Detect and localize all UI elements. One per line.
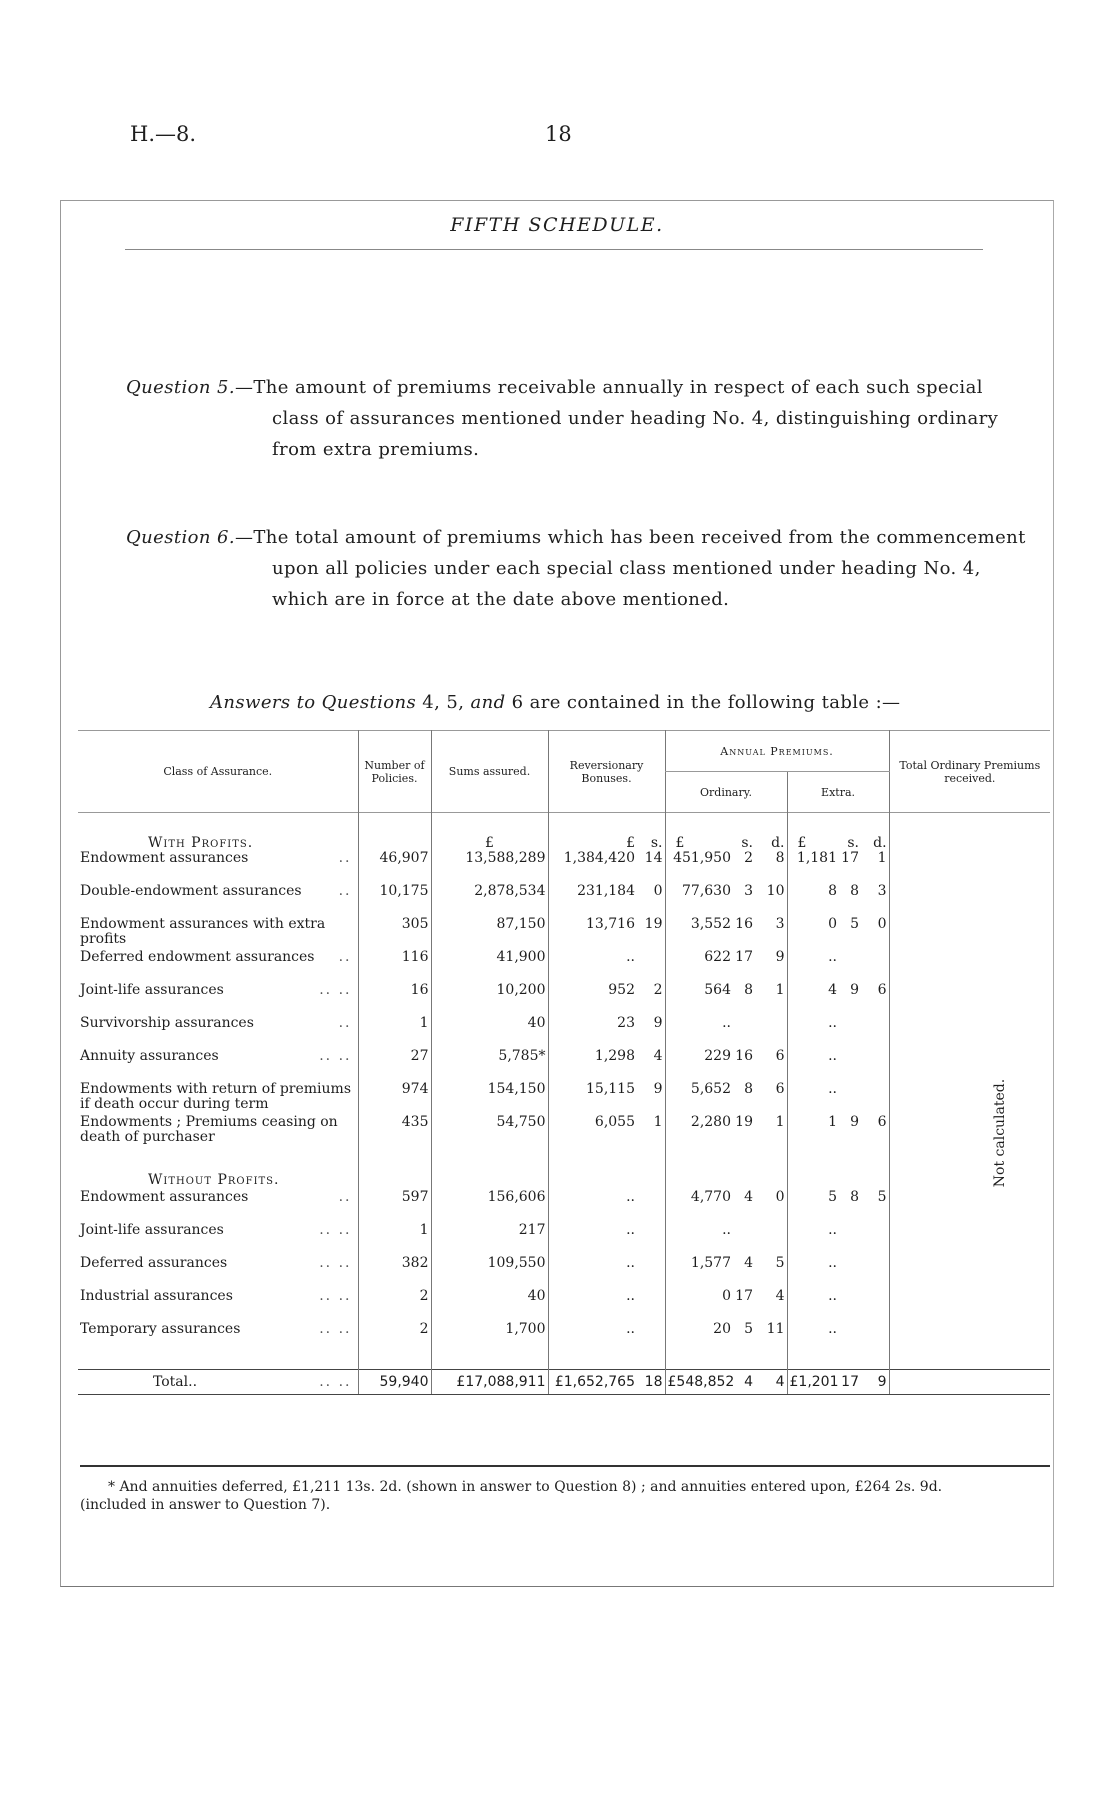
cell-od: [755, 1016, 787, 1049]
cell-es: 5: [850, 916, 859, 932]
class-label: Temporary assurances: [80, 1321, 241, 1337]
cell-sums: £17,088,911: [431, 1370, 548, 1395]
header-policies: Number of Policies.: [358, 731, 431, 813]
cell-od: 10: [766, 883, 785, 899]
cell-el: ..: [787, 1016, 839, 1049]
cell-od: 4: [775, 1288, 785, 1304]
cell-ed: 3: [877, 883, 887, 899]
class-label: Endowment assurances with extra profits: [80, 916, 326, 947]
question-text: The amount of premiums receivable annually in respect of each such special: [253, 377, 983, 398]
cell-os: 17: [735, 1288, 753, 1304]
table-row: [78, 983, 1050, 1016]
header-bonuses: Reversionary Bonuses.: [548, 731, 665, 813]
cell-os: 8: [744, 1081, 753, 1097]
cell-pol: 46,907: [358, 851, 431, 884]
cell-ol: £548,852: [665, 1370, 733, 1395]
cell-pol: 305: [358, 917, 431, 950]
cell-sums: 109,550: [431, 1256, 548, 1289]
cell-bl: £1,652,765: [548, 1370, 637, 1395]
cell-el: 8: [787, 884, 839, 917]
cell-pol: 2: [358, 1289, 431, 1322]
cell-pol: 597: [358, 1190, 431, 1223]
cell-ol: 2,280: [665, 1115, 733, 1148]
cell-ed: 6: [877, 982, 887, 998]
leader-dots: ..: [338, 1189, 352, 1205]
class-label: Endowment assurances: [80, 850, 249, 866]
cell-es: 9: [850, 982, 859, 998]
cell-bs: 18: [637, 1370, 665, 1395]
cell-od: 4: [755, 1370, 787, 1395]
cell-bl: 15,115: [548, 1082, 637, 1115]
cell-ol: 0: [665, 1289, 733, 1322]
cell-es: 8: [850, 1189, 859, 1205]
cell-bs: [637, 950, 665, 983]
cell-ed: [861, 1256, 889, 1289]
cell-pol: 16: [358, 983, 431, 1016]
class-label: Endowment assurances: [80, 1189, 249, 1205]
not-calculated-note: Not calculated.: [992, 1078, 1008, 1188]
cell-bs: 4: [653, 1048, 663, 1064]
cell-os: 16: [735, 916, 753, 932]
header-extra: Extra.: [787, 772, 889, 813]
cell-bs: [637, 1223, 665, 1256]
cell-os: 19: [735, 1114, 753, 1130]
cell-pol: 10,175: [358, 884, 431, 917]
section-row: [78, 1148, 1050, 1190]
cell-pol: 59,940: [358, 1370, 431, 1395]
cell-es: 17: [839, 1370, 861, 1395]
cell-ol: 4,770: [665, 1190, 733, 1223]
cell-bl: 13,716: [548, 917, 637, 950]
cell-el: 5: [787, 1190, 839, 1223]
table-row: [78, 1256, 1050, 1289]
table-row: [78, 950, 1050, 983]
question-text-line: class of assurances mentioned under heading No. 4, distinguishing ordinary: [272, 408, 999, 429]
cell-od: 11: [766, 1321, 785, 1337]
class-label: Endowments with return of premiums if death occur during term: [80, 1081, 352, 1112]
cell-od: 1: [775, 982, 785, 998]
cell-os: 8: [744, 982, 753, 998]
class-label: Industrial assurances: [80, 1288, 233, 1304]
cell-od: [755, 1223, 787, 1256]
leader-dots: ..: [338, 850, 352, 866]
cell-os: 3: [744, 883, 753, 899]
question-label: Question 6.: [126, 527, 235, 548]
question-text-line: from extra premiums.: [272, 439, 480, 460]
cell-bl: 23: [548, 1016, 637, 1049]
header-sums: Sums assured.: [431, 731, 548, 813]
class-label: Annuity assurances: [80, 1048, 219, 1064]
cell-os: 4: [744, 1189, 753, 1205]
cell-ol: 1,577: [665, 1256, 733, 1289]
cell-sums: 156,606: [431, 1190, 548, 1223]
leader-dots: .. ..: [319, 1222, 352, 1238]
leader-dots: .. ..: [319, 1255, 352, 1271]
cell-ol: ..: [665, 1016, 733, 1049]
cell-es: [839, 1256, 861, 1289]
leader-dots: ..: [338, 1015, 352, 1031]
cell-es: [839, 1082, 861, 1115]
cell-ol: 564: [665, 983, 733, 1016]
class-label: Deferred endowment assurances: [80, 949, 315, 965]
cell-el: ..: [787, 950, 839, 983]
cell-es: 8: [850, 883, 859, 899]
answers-intro: Answers to Questions 4, 5, and 6 are contained in the following table :—: [210, 692, 901, 713]
cell-pol: 2: [358, 1322, 431, 1355]
question-6: Question 6.—The total amount of premiums which has been received from the commencement upon all policies under each special class mentioned under heading No. 4, which are in force at the date above mentioned.: [126, 522, 1026, 615]
header-total-ordinary: Total Ordinary Premiums received.: [889, 731, 1050, 813]
cell-os: 5: [744, 1321, 753, 1337]
cell-ed: 6: [877, 1114, 887, 1130]
class-label: Total..: [153, 1373, 198, 1390]
question-text: The total amount of premiums which has been received from the commencement: [253, 527, 1026, 548]
cell-ed: 9: [861, 1370, 889, 1395]
cell-bs: [637, 1322, 665, 1355]
cell-ed: [861, 1016, 889, 1049]
header-annual-premiums: Annual Premiums.: [665, 731, 889, 772]
question-text-line: which are in force at the date above mentioned.: [272, 589, 730, 610]
cell-bl: ..: [548, 1190, 637, 1223]
cell-bl: ..: [548, 950, 637, 983]
section-heading-without-profits: Without Profits.: [148, 1172, 280, 1188]
cell-bl: 1,384,420: [548, 851, 637, 884]
table-row: [78, 1289, 1050, 1322]
cell-ol: 3,552: [665, 917, 733, 950]
cell-pol: 382: [358, 1256, 431, 1289]
cell-sums: 54,750: [431, 1115, 548, 1148]
leader-dots: ..: [338, 883, 352, 899]
cell-bl: 231,184: [548, 884, 637, 917]
header-class: Class of Assurance.: [163, 765, 273, 778]
footnote-rule: [80, 1465, 1050, 1467]
header-ordinary: Ordinary.: [665, 772, 787, 813]
cell-os: [733, 1016, 755, 1049]
cell-os: 4: [733, 1370, 755, 1395]
cell-bl: ..: [548, 1223, 637, 1256]
cell-sums: 2,878,534: [431, 884, 548, 917]
schedule-table: [78, 730, 1050, 1395]
leader-dots: .. ..: [319, 1048, 352, 1064]
leader-dots: .. ..: [319, 1373, 352, 1390]
footnote: * And annuities deferred, £1,211 13s. 2d. (shown in answer to Question 8) ; and annuities entered upon, £264 2s. 9d. (included in answer to Question 7).: [80, 1479, 943, 1513]
cell-bs: [637, 1256, 665, 1289]
cell-es: [839, 1289, 861, 1322]
units-row: With Profits. £ £ s. £ s. d. £ s. d.: [78, 813, 1050, 852]
cell-ol: 451,950: [665, 851, 733, 884]
section-heading-with-profits: With Profits.: [148, 835, 254, 851]
cell-od: 1: [775, 1114, 785, 1130]
table-row: [78, 851, 1050, 884]
cell-bl: 6,055: [548, 1115, 637, 1148]
cell-od: 3: [775, 916, 785, 932]
total-row: [78, 1370, 1050, 1395]
cell-es: 9: [850, 1114, 859, 1130]
cell-bs: [637, 1289, 665, 1322]
cell-bs: 9: [653, 1015, 663, 1031]
class-label: Deferred assurances: [80, 1255, 228, 1271]
table-row: [78, 1049, 1050, 1082]
cell-ed: [861, 1049, 889, 1082]
cell-el: ..: [787, 1049, 839, 1082]
cell-ol: 77,630: [665, 884, 733, 917]
cell-es: 17: [841, 850, 859, 866]
cell-sums: 40: [431, 1289, 548, 1322]
cell-el: 0: [787, 917, 839, 950]
cell-bs: 0: [653, 883, 663, 899]
class-label: Joint-life assurances: [80, 982, 224, 998]
cell-pol: 435: [358, 1115, 431, 1148]
leader-dots: .. ..: [319, 1321, 352, 1337]
cell-ed: 5: [877, 1189, 887, 1205]
cell-sums: 1,700: [431, 1322, 548, 1355]
question-label: Question 5.: [126, 377, 235, 398]
cell-ol: 622: [665, 950, 733, 983]
cell-pol: 116: [358, 950, 431, 983]
cell-ed: [861, 1289, 889, 1322]
cell-bs: [637, 1190, 665, 1223]
cell-sums: 41,900: [431, 950, 548, 983]
leader-dots: ..: [338, 949, 352, 965]
cell-od: 9: [775, 949, 785, 965]
cell-od: 6: [775, 1048, 785, 1064]
cell-sums: 217: [431, 1223, 548, 1256]
class-label: Endowments ; Premiums ceasing on death of purchaser: [80, 1114, 338, 1145]
cell-ed: [861, 1082, 889, 1115]
cell-el: 4: [787, 983, 839, 1016]
cell-sums: 154,150: [431, 1082, 548, 1115]
cell-ed: 1: [877, 850, 887, 866]
cell-ol: 20: [665, 1322, 733, 1355]
table-row: [78, 1190, 1050, 1223]
cell-el: £1,201: [787, 1370, 839, 1395]
cell-ed: [861, 950, 889, 983]
table-row: [78, 1322, 1050, 1355]
cell-os: 2: [744, 850, 753, 866]
cell-od: 5: [775, 1255, 785, 1271]
cell-ed: [861, 1223, 889, 1256]
cell-el: 1,181: [787, 851, 839, 884]
cell-es: [839, 1322, 861, 1355]
cell-pol: 1: [358, 1016, 431, 1049]
cell-bl: 1,298: [548, 1049, 637, 1082]
cell-sums: 87,150: [431, 917, 548, 950]
cell-bs: 1: [653, 1114, 663, 1130]
cell-es: [839, 950, 861, 983]
cell-ol: ..: [665, 1223, 733, 1256]
cell-sums: 10,200: [431, 983, 548, 1016]
page-number: 18: [545, 122, 572, 146]
cell-ed: 0: [877, 916, 887, 932]
cell-es: [839, 1049, 861, 1082]
cell-ed: [861, 1322, 889, 1355]
cell-el: ..: [787, 1322, 839, 1355]
leader-dots: .. ..: [319, 1288, 352, 1304]
class-label: Joint-life assurances: [80, 1222, 224, 1238]
class-label: Survivorship assurances: [80, 1015, 254, 1031]
table-row: [78, 1223, 1050, 1256]
cell-sums: 5,785*: [431, 1049, 548, 1082]
cell-el: ..: [787, 1223, 839, 1256]
cell-os: 17: [735, 949, 753, 965]
cell-os: 4: [744, 1255, 753, 1271]
cell-bl: ..: [548, 1322, 637, 1355]
table-row: [78, 917, 1050, 950]
cell-od: 0: [775, 1189, 785, 1205]
cell-od: 8: [775, 850, 785, 866]
table-row: [78, 1082, 1050, 1115]
cell-bl: 952: [548, 983, 637, 1016]
schedule-title: FIFTH SCHEDULE.: [450, 214, 664, 236]
cell-pol: 27: [358, 1049, 431, 1082]
cell-od: 6: [775, 1081, 785, 1097]
cell-os: 16: [735, 1048, 753, 1064]
table-row: [78, 1016, 1050, 1049]
title-rule: [125, 249, 983, 250]
cell-el: 1: [787, 1115, 839, 1148]
cell-os: [733, 1223, 755, 1256]
cell-el: ..: [787, 1289, 839, 1322]
cell-el: ..: [787, 1256, 839, 1289]
cell-bl: ..: [548, 1289, 637, 1322]
cell-es: [839, 1223, 861, 1256]
cell-bs: 9: [653, 1081, 663, 1097]
cell-ol: 229: [665, 1049, 733, 1082]
cell-bs: 19: [644, 916, 663, 932]
cell-el: ..: [787, 1082, 839, 1115]
question-5: Question 5.—The amount of premiums receivable annually in respect of each such special class of assurances mentioned under heading No. 4, distinguishing ordinary from extra premiums.: [126, 372, 998, 465]
leader-dots: .. ..: [319, 982, 352, 998]
cell-pol: 974: [358, 1082, 431, 1115]
cell-ol: 5,652: [665, 1082, 733, 1115]
cell-bs: 2: [653, 982, 663, 998]
cell-es: [839, 1016, 861, 1049]
table-row: [78, 884, 1050, 917]
page-reference: H.—8.: [130, 122, 197, 146]
table-row: [78, 1115, 1050, 1148]
cell-sums: 13,588,289: [431, 851, 548, 884]
cell-sums: 40: [431, 1016, 548, 1049]
cell-bs: 14: [644, 850, 663, 866]
class-label: Double-endowment assurances: [80, 883, 302, 899]
cell-pol: 1: [358, 1223, 431, 1256]
question-text-line: upon all policies under each special class mentioned under heading No. 4,: [272, 558, 981, 579]
cell-bl: ..: [548, 1256, 637, 1289]
